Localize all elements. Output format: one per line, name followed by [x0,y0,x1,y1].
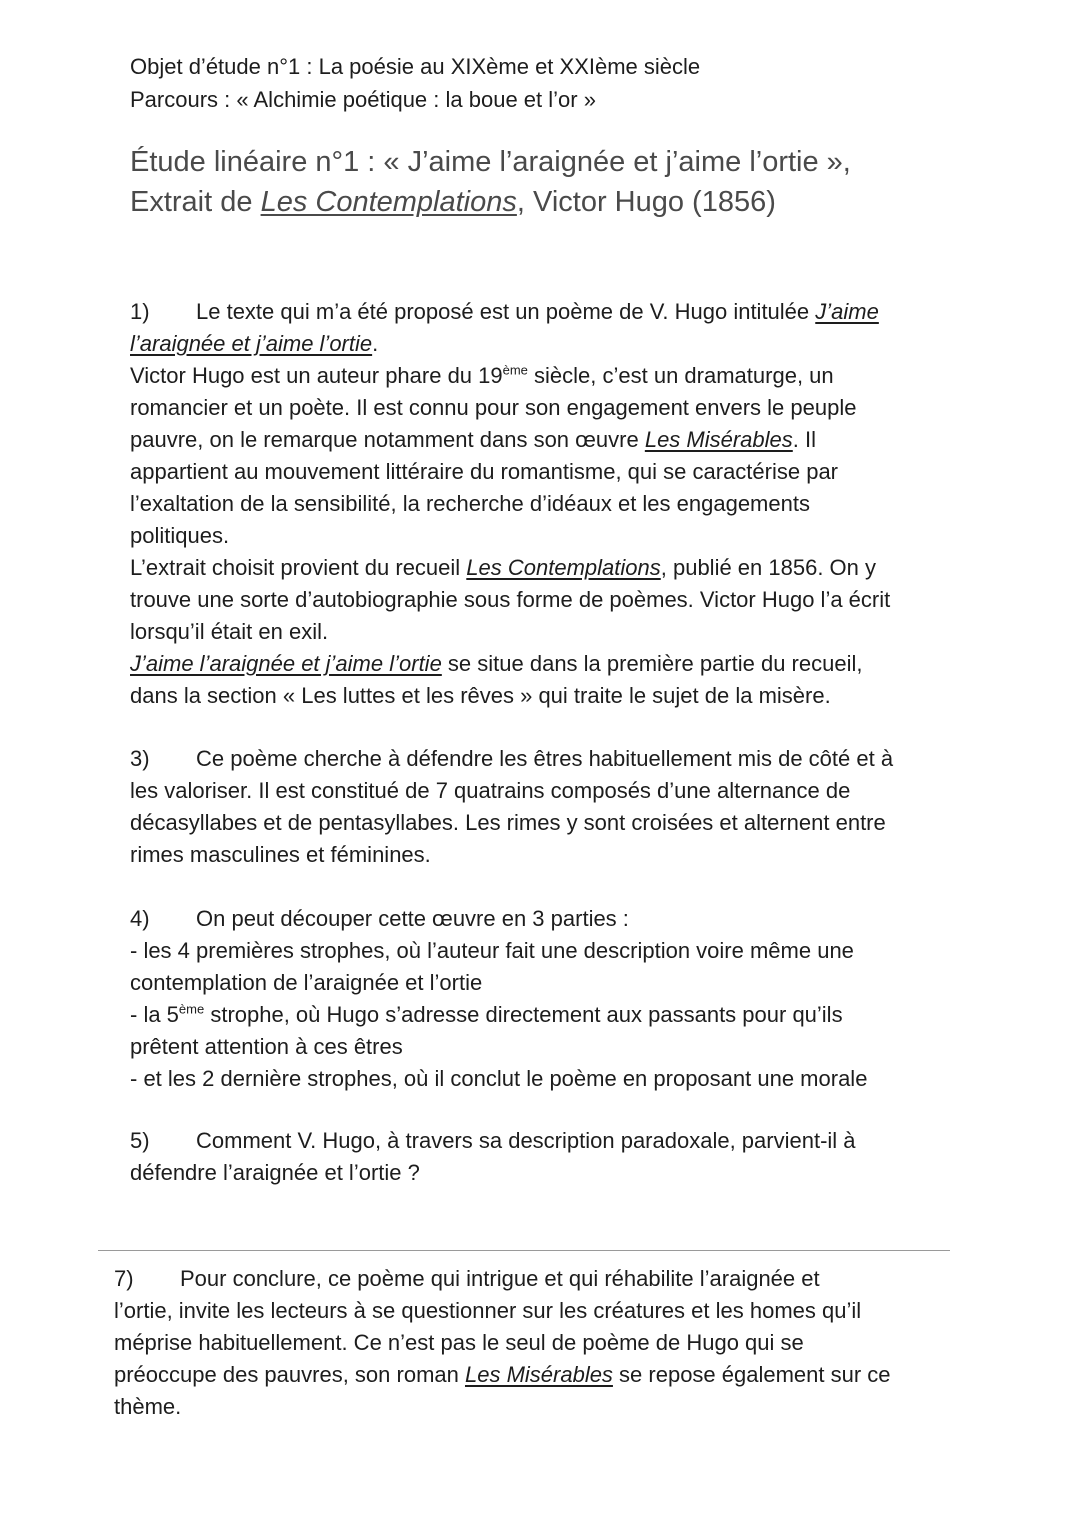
section-5 [130,1125,970,1189]
text: méprise habituellement. Ce n’est pas le seul de poème de Hugo qui se [114,1330,804,1355]
section-number: 4) [130,906,150,931]
parcours-line: Parcours : « Alchimie poétique : la boue et l’or » [130,87,596,112]
text: contemplation de l’araignée et l’ortie [130,970,483,995]
text: décasyllabes et de pentasyllabes. Les rimes y sont croisées et alternent entre [130,810,886,835]
text: - la 5 [130,1002,179,1027]
text: thème. [114,1394,182,1419]
text: l’exaltation de la sensibilité, la recherche d’idéaux et les engagements [130,491,810,516]
text: appartient au mouvement littéraire du romantisme, qui se caractérise par [130,459,839,484]
text: pauvre, on le remarque notamment dans son œuvre [130,427,645,452]
title-work: Les Contemplations [260,186,517,218]
superscript: ème [178,1001,205,1017]
study-object-line: Objet d’étude n°1 : La poésie au XIXème et XXIème siècle [130,54,701,79]
text: se situe dans la première partie du recueil, [441,651,863,676]
section-1 [130,296,970,712]
text: lorsqu’il était en exil. [130,619,329,644]
text: Pour conclure, ce poème qui intrigue et qui réhabilite l’araignée et [180,1266,820,1291]
title-line-2 [130,182,851,222]
poem-title: J’aime [815,299,879,324]
text: . [372,331,379,356]
section-4 [130,903,970,1095]
text: On peut découper cette œuvre en 3 parties : [196,906,629,931]
text: , publié en 1856. On y [660,555,877,580]
section-number: 7) [114,1266,134,1291]
text: L’extrait choisit provient du recueil [130,555,467,580]
divider [98,1250,950,1251]
text: se repose également sur ce [612,1362,891,1387]
title-suffix: , Victor Hugo (1856) [516,186,776,218]
text: siècle, c’est un dramaturge, un [527,363,834,388]
text: trouve une sorte d’autobiographie sous forme de poèmes. Victor Hugo l’a écrit [130,587,891,612]
superscript: ème [502,362,528,378]
text: dans la section « Les luttes et les rêves » qui traite le sujet de la misère. [130,683,831,708]
text: défendre l’araignée et l’ortie ? [130,1160,420,1185]
poem-title: J’aime l’araignée et j’aime l’ortie [130,651,442,676]
work-title: Les Misérables [644,427,793,452]
header [130,50,700,116]
section-3 [130,743,970,871]
title-prefix: Extrait de [130,186,261,218]
text: prêtent attention à ces êtres [130,1034,403,1059]
text: strophe, où Hugo s’adresse directement aux passants pour qu’ils [204,1002,843,1027]
text: Le texte qui m’a été proposé est un poème de V. Hugo intitulée [196,299,816,324]
section-7 [114,1263,974,1423]
text: rimes masculines et féminines. [130,842,431,867]
text: - et les 2 dernière strophes, où il conclut le poème en proposant une morale [130,1066,868,1091]
poem-title: l’araignée et j’aime l’ortie [130,331,373,356]
text: politiques. [130,523,230,548]
text: romancier et un poète. Il est connu pour son engagement envers le peuple [130,395,857,420]
text: l’ortie, invite les lecteurs à se questionner sur les créatures et les homes qu’il [114,1298,862,1323]
text: préoccupe des pauvres, son roman [114,1362,465,1387]
work-title: Les Contemplations [466,555,661,580]
text: Victor Hugo est un auteur phare du 19 [130,363,503,388]
text: Ce poème cherche à défendre les êtres habituellement mis de côté et à [196,746,894,771]
title-line-1: Étude linéaire n°1 : « J’aime l’araignée et j’aime l’ortie », [130,146,851,178]
section-number: 1) [130,299,150,324]
section-number: 3) [130,746,150,771]
work-title: Les Misérables [464,1362,613,1387]
text: . Il [792,427,817,452]
page-title [130,142,851,222]
section-number: 5) [130,1128,150,1153]
text: Comment V. Hugo, à travers sa description paradoxale, parvient-il à [196,1128,856,1153]
text: - les 4 premières strophes, où l’auteur fait une description voire même une [130,938,854,963]
text: les valoriser. Il est constitué de 7 quatrains composés d’une alternance de [130,778,851,803]
